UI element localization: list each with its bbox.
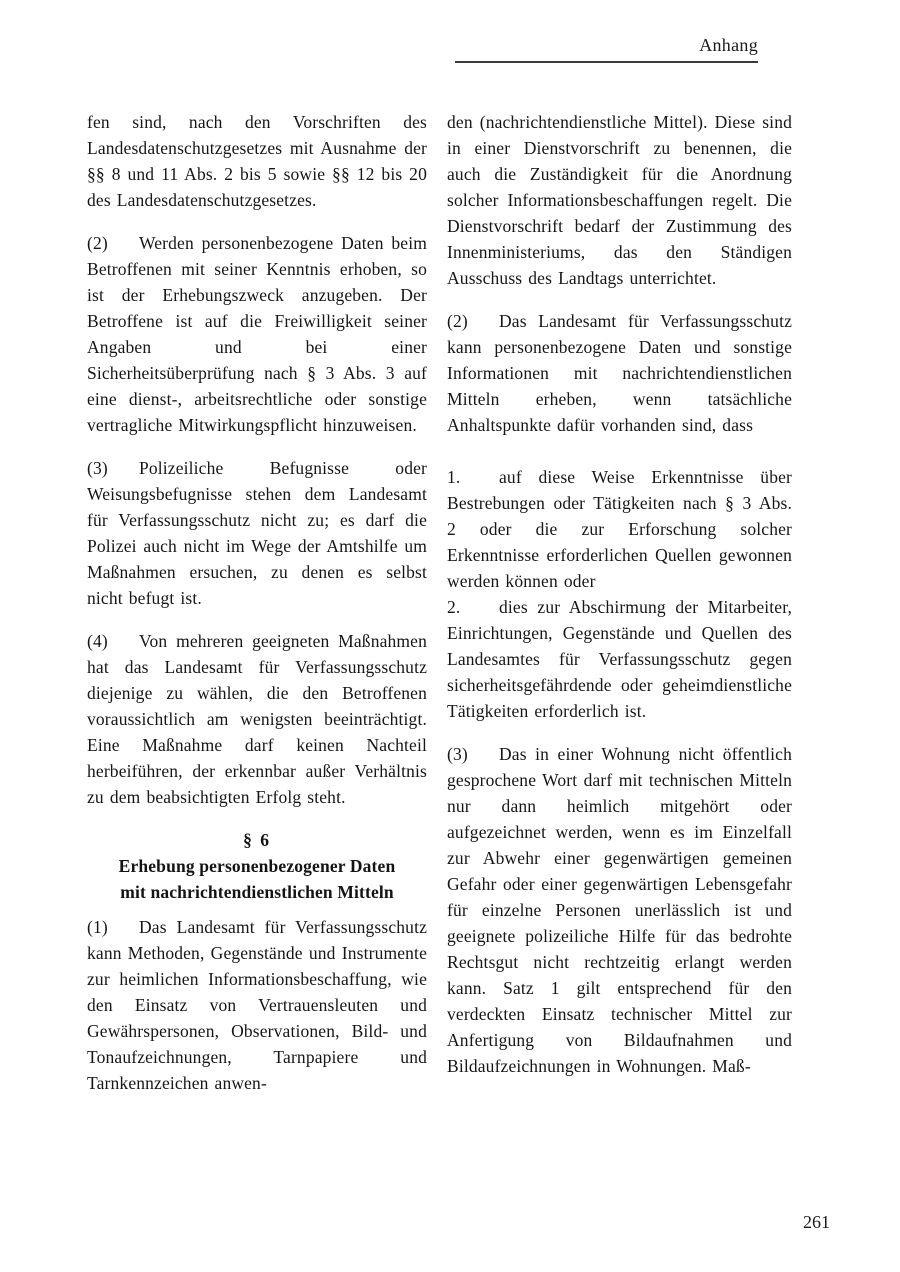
list-item-number: 2. — [447, 597, 461, 617]
list-item-1 — [447, 464, 792, 594]
paragraph-abs-3 — [447, 741, 792, 1079]
paragraph-text: Polizeiliche Befugnisse oder Weisungsbefugnisse stehen dem Landesamt für Verfassungsschutz nicht zu; es darf die Polizei auch nicht im Wege der Amtshilfe um Maßnahmen ersuchen, zu denen es selbst nicht befugt ist. — [87, 458, 427, 608]
paragraph-abs-3 — [87, 455, 427, 611]
list-item-number: 1. — [447, 467, 461, 487]
paragraph-text: Von mehreren geeigneten Maßnahmen hat das Landesamt für Verfassungsschutz diejenige zu wählen, die den Betroffenen voraussichtlich am wenigsten beeinträchtigt. Eine Maßnahme darf keinen Nachteil herbeiführen, der erkennbar außer Verhältnis zu dem beabsichtigten Erfolg steht. — [87, 631, 427, 807]
left-column — [87, 109, 427, 1096]
page-number: 261 — [803, 1212, 830, 1232]
paragraph-text: Das Landesamt für Verfassungsschutz kann Methoden, Gegenstände und Instrumente zur heimlichen Informationsbeschaffung, wie den Einsatz von Vertrauensleuten und Gewährspersonen, Observationen, Bild- und Tonaufzeichnungen, Tarnpapiere und Tarnkennzeichen anwen- — [87, 917, 427, 1093]
paragraph-number: (4) — [87, 631, 108, 651]
paragraph-continuation — [87, 109, 427, 213]
paragraph-number: (2) — [87, 233, 108, 253]
paragraph-abs-4 — [87, 628, 427, 810]
paragraph-text: den (nachrichtendienstliche Mittel). Diese sind in einer Dienstvorschrift zu benennen, die auch die Zuständigkeit für die Anordnung solcher Informationsbeschaffungen regelt. Die Dienstvorschrift bedarf der Zustimmung des Innenministeriums, das den Ständigen Ausschuss des Landtags unterrichtet. — [447, 112, 792, 288]
list-item-2 — [447, 594, 792, 724]
paragraph-number: (2) — [447, 311, 468, 331]
paragraph-continuation — [447, 109, 792, 291]
section-heading — [87, 827, 427, 905]
right-column — [447, 109, 792, 1096]
paragraph-number: (3) — [87, 458, 108, 478]
list-item-text: auf diese Weise Erkenntnisse über Bestrebungen oder Tätigkeiten nach § 3 Abs. 2 oder die zur Erforschung solcher Erkenntnisse erforderlichen Quellen gewonnen werden können oder — [447, 467, 792, 591]
paragraph-abs-2 — [447, 308, 792, 438]
header-rule — [455, 61, 758, 63]
running-header — [455, 34, 758, 63]
paragraph-number: (3) — [447, 744, 468, 764]
paragraph-text: Das Landesamt für Verfassungsschutz kann personenbezogene Daten und sonstige Informationen mit nachrichtendienstlichen Mitteln erheben, wenn tatsächliche Anhaltspunkte dafür vorhanden sind, dass — [447, 311, 792, 435]
paragraph-text: fen sind, nach den Vorschriften des Landesdatenschutzgesetzes mit Ausnahme der §§ 8 und 11 Abs. 2 bis 5 sowie §§ 12 bis 20 des Landesdatenschutzgesetzes. — [87, 112, 427, 210]
paragraph-text: Das in einer Wohnung nicht öffentlich gesprochene Wort darf mit technischen Mitteln nur dann heimlich mitgehört oder aufgezeichnet werden, wenn es im Einzelfall zur Abwehr einer gegenwärtigen gemeinen Gefahr oder einer gegenwärtigen Lebensgefahr für einzelne Personen unerlässlich ist und geeignete polizeiliche Hilfe für das bedrohte Rechtsgut nicht rechtzeitig erlangt werden kann. Satz 1 gilt entsprechend für den verdeckten Einsatz technischer Mittel zur Anfertigung von Bildaufnahmen und Bildaufzeichnungen in Wohnungen. Maß- — [447, 744, 792, 1076]
list-item-text: dies zur Abschirmung der Mitarbeiter, Einrichtungen, Gegenstände und Quellen des Landesamtes für Verfassungsschutz gegen sicherheitsgefährdende oder geheimdienstliche Tätigkeiten erforderlich ist. — [447, 597, 792, 721]
section-number: § 6 — [243, 830, 271, 850]
paragraph-abs-1 — [87, 914, 427, 1096]
section-title-line-1: Erhebung personenbezogener Daten — [118, 856, 396, 876]
paragraph-abs-2 — [87, 230, 427, 438]
header-title: Anhang — [699, 35, 758, 55]
paragraph-text: Werden personenbezogene Daten beim Betroffenen mit seiner Kenntnis erhoben, so ist der Erhebungszweck anzugeben. Der Betroffene ist auf die Freiwilligkeit seiner Angaben und bei einer Sicherheitsüberprüfung nach § 3 Abs. 3 auf eine dienst-, arbeitsrechtliche oder sonstige vertragliche Mitwirkungspflicht hinzuweisen. — [87, 233, 427, 435]
paragraph-number: (1) — [87, 917, 108, 937]
page-body — [87, 109, 792, 1096]
section-title-line-2: mit nachrichtendienstlichen Mitteln — [120, 882, 394, 902]
